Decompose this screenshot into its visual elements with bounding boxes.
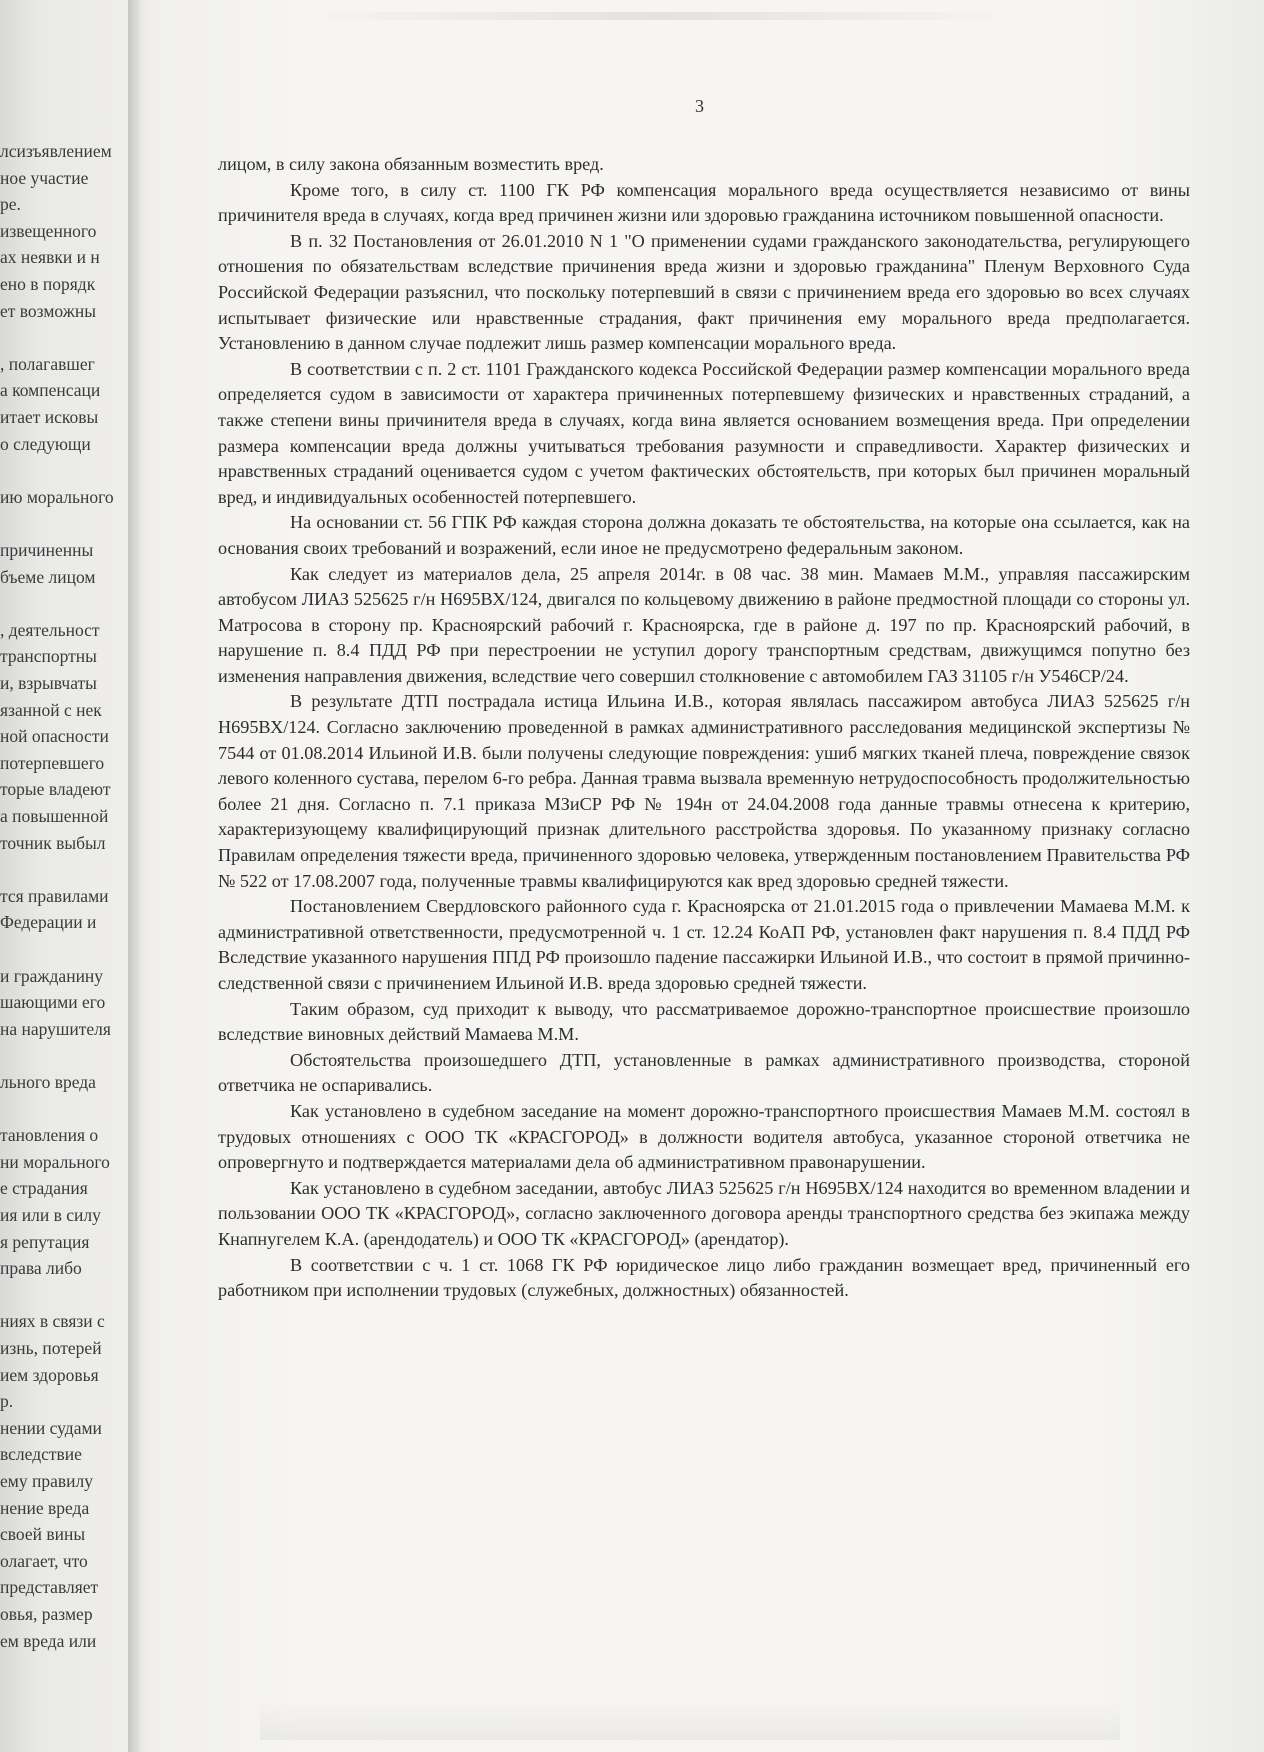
paragraph: В результате ДТП пострадала истица Ильина И.В., которая являлась пассажиром автобуса ЛИАЗ 525625 г/н Н695ВХ/124. Согласно заключению проведенной в рамках административного расследования медицинской экспертизы № 7544 от 01.08.2014 Ильиной И.В. были получены следующие повреждения: ушиб мягких тканей плеча, повреждение связок левого коленного сустава, перелом 6-го ребра. Данная травма вызвала временную нетрудоспособность продолжительностью более 21 дня. Согласно п. 7.1 приказа МЗиСР РФ № 194н от 24.04.2008 года данные травмы отнесена к критерию, характеризующему квалифицирующий признак длительного расстройства здоровья. По указанному признаку согласно Правилам определения тяжести вреда, причиненного здоровью человека, утвержденным постановлением Правительства РФ № 522 от 17.08.2007 года, полученные травмы квалифицируются как вред здоровью средней тяжести. <box>218 691 1190 891</box>
back-page-line: извещенного <box>0 220 97 241</box>
back-page-line: точник выбыл <box>0 832 106 853</box>
back-page-line: овья, размер <box>0 1604 93 1624</box>
back-page-line: ах неявки и н <box>0 247 100 268</box>
paragraph: Как установлено в судебном заседании, автобус ЛИАЗ 525625 г/н Н695ВХ/124 находится во временном владении и пользовании ООО ТК «КРАСГОРОД», согласно заключенного договора аренды транспортного средства без экипажа между Кнапнугелем К.А. (арендодатель) и ООО ТК «КРАСГОРОД» (арендатор). <box>218 1177 1190 1249</box>
back-page-line: причиненны <box>0 540 94 560</box>
back-page-line: я репутация <box>0 1231 90 1252</box>
scan-artifact-top <box>300 12 1020 20</box>
paragraph: Как следует из материалов дела, 25 апреля 2014г. в 08 час. 38 мин. Мамаев М.М., управляя пассажирским автобусом ЛИАЗ 525625 г/н Н695ВХ/124, двигался по кольцевому движению в районе предмостной площади со стороны ул. Матросова в сторону пр. Красноярский рабочий г. Красноярска, где в районе д. 197 по пр. Красноярский рабочий, в нарушение п. 8.4 ПДД РФ при перестроении не уступил дорогу транспортным средствам, движущимся попутно без изменения направления движения, вследствие чего совершил столкновение с автомобилем ГАЗ 31105 г/н У546СР/24. <box>218 563 1190 686</box>
back-page-line: нении судами <box>0 1417 102 1438</box>
back-page-line: и гражданину <box>0 965 104 986</box>
back-page-line: р. <box>0 1391 14 1412</box>
paragraph: Как установлено в судебном заседание на момент дорожно-транспортного происшествия Мамаев М.М. состоял в трудовых отношениях с ООО ТК «КРАСГОРОД» в должности водителя автобуса, указанное стороной ответчика не опровергнуто и подтверждается материалами дела об административном правонарушении. <box>218 1100 1190 1173</box>
back-page-line: е страдания <box>0 1178 88 1199</box>
underlying-page-edge <box>0 140 136 1720</box>
back-page-line: ни морального <box>0 1151 110 1172</box>
back-page-line: ия или в силу <box>0 1205 101 1225</box>
back-page-line: ему правилу <box>0 1471 93 1491</box>
back-page-line: на нарушителя <box>0 1018 111 1039</box>
back-page-line: , полагавшег <box>0 353 95 374</box>
back-page-line: бъеме лицом <box>0 566 96 587</box>
paragraph: Постановлением Свердловского районного суда г. Красноярска от 21.01.2015 года о привлечении Мамаева М.М. к административной ответственности, предусмотренной ч. 1 ст. 12.24 КоАП РФ, установлен факт нарушения п. 8.4 ПДД РФ Вследствие указанного нарушения ППД РФ произошло падение пассажирки Ильиной И.В., что состоит в прямой причинно-следственной связи с причинением Ильиной И.В. вреда здоровью средней тяжести. <box>218 896 1190 993</box>
back-page-line: ем вреда или <box>0 1630 97 1651</box>
back-page-line: ено в порядк <box>0 274 96 294</box>
back-page-line: а повышенной <box>0 806 109 826</box>
back-page-line: тановления о <box>0 1125 99 1146</box>
back-page-line: шающими его <box>0 992 106 1013</box>
back-page-line: ет возможны <box>0 300 96 321</box>
back-page-line: , деятельност <box>0 619 100 640</box>
paragraph: В соответствии с ч. 1 ст. 1068 ГК РФ юридическое лицо либо гражданин возмещает вред, причиненный его работником при исполнении трудовых (служебных, должностных) обязанностей. <box>218 1254 1190 1301</box>
back-page-line: вследствие <box>0 1444 82 1465</box>
document-body <box>218 152 1190 1304</box>
paragraph: В соответствии с п. 2 ст. 1101 Гражданского кодекса Российской Федерации размер компенсации морального вреда определяется судом в зависимости от характера причиненных потерпевшему физических и нравственных страданий, а также степени вины причинителя вреда в случаях, когда вина является основанием возмещения вреда. При определении размера компенсации вреда должны учитываться требования разумности и справедливости. Характер физических и нравственных страданий оценивается судом с учетом фактических обстоятельств, при которых был причинен моральный вред, и индивидуальных особенностей потерпевшего. <box>218 358 1190 507</box>
back-page-line: ию морального <box>0 486 114 507</box>
back-page-line: своей вины <box>0 1524 86 1545</box>
scan-artifact-bottom <box>260 1700 1120 1740</box>
back-page-line: олагает, что <box>0 1550 88 1571</box>
paragraph: Кроме того, в силу ст. 1100 ГК РФ компенсация морального вреда осуществляется независимо от вины причинителя вреда в случаях, когда вред причинен жизни или здоровью гражданина источником повышенной опасности. <box>218 179 1190 226</box>
back-page-line: транспортны <box>0 646 97 667</box>
back-page-line: ниях в связи с <box>0 1311 105 1332</box>
back-page-line: льного вреда <box>0 1072 96 1092</box>
back-page-line: потерпевшего <box>0 752 105 773</box>
back-page-line: а компенсаци <box>0 380 101 401</box>
back-page-line: нение вреда <box>0 1497 90 1518</box>
back-page-line: представляет <box>0 1577 99 1598</box>
paragraph: В п. 32 Постановления от 26.01.2010 N 1 "О применении судами гражданского законодательства, регулирующего отношения по обязательствам вследствие причинения вреда жизни и здоровью гражданина" Пленум Верховного Суда Российской Федерации разъяснил, что поскольку потерпевший в связи с причинением вреда его здоровью во всех случаях испытывает физические или нравственные страдания, факт причинения ему морального вреда предполагается. Установлению в данном случае подлежит лишь размер компенсации морального вреда. <box>218 230 1190 354</box>
paragraph: На основании ст. 56 ГПК РФ каждая сторона должна доказать те обстоятельства, на которые она ссылается, как на основания своих требований и возражений, если иное не предусмотрено федеральным законом. <box>218 512 1190 558</box>
back-page-line: торые владеют <box>0 779 111 800</box>
page-number: 3 <box>695 96 704 116</box>
back-page-line: ной опасности <box>0 726 109 747</box>
back-page-line: язанной с нек <box>0 699 102 720</box>
back-page-line: о следующи <box>0 433 91 454</box>
back-page-line: ное участие <box>0 167 89 188</box>
paragraph: Обстоятельства произошедшего ДТП, установленные в рамках административного производства, стороной ответчика не оспаривались. <box>218 1049 1190 1096</box>
back-page-line: права либо <box>0 1258 82 1279</box>
back-page-line: итает исковы <box>0 407 99 427</box>
back-page-line: изнь, потерей <box>0 1338 102 1358</box>
back-page-line: ре. <box>0 194 21 215</box>
back-page-line: Федерации и <box>0 912 97 933</box>
back-page-line: тся правилами <box>0 885 109 906</box>
back-page-line: ием здоровья <box>0 1364 99 1385</box>
paragraph: Таким образом, суд приходит к выводу, что рассматриваемое дорожно-транспортное происшествие произошло вследствие виновных действий Мамаева М.М. <box>218 998 1190 1045</box>
paragraph: лицом, в силу закона обязанным возместить вред. <box>218 154 604 174</box>
page-fold-shadow <box>128 0 152 1752</box>
back-page-line: и, взрывчаты <box>0 673 97 693</box>
back-page-line: лсизъявлением <box>0 141 112 161</box>
